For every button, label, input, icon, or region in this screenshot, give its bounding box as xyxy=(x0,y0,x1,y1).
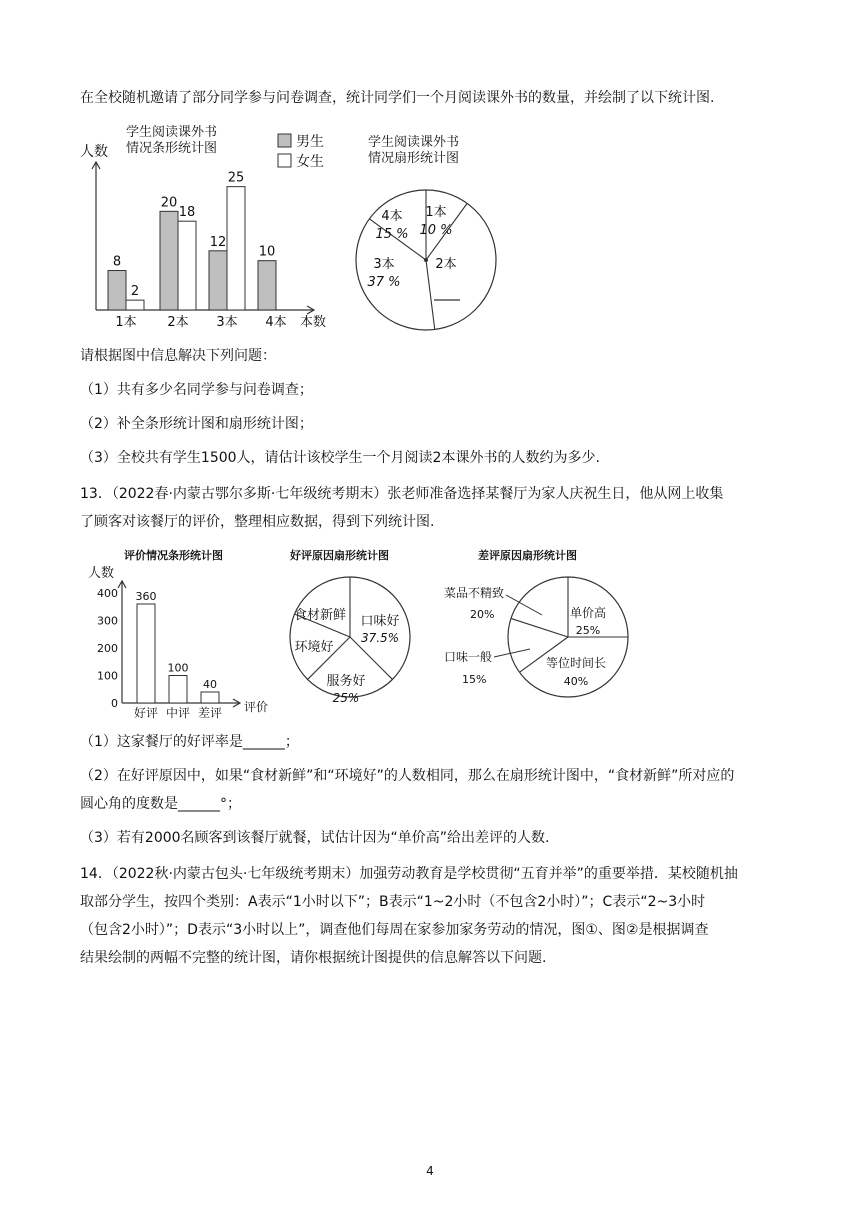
bar xyxy=(227,187,245,310)
bar-value-label: 20 xyxy=(160,195,178,211)
pie-slice-percent: 25% xyxy=(332,691,360,705)
pie-slice-percent: 40% xyxy=(563,675,589,688)
pie-slice-label: 菜品不精致 xyxy=(444,586,505,600)
chart-title: 差评原因扇形统计图 xyxy=(478,549,577,562)
chart-title: 评价情况条形统计图 xyxy=(124,549,223,562)
pie-slice-percent: 20% xyxy=(470,608,495,621)
praise-pie-chart xyxy=(286,545,426,705)
pie-slice-percent: 37 % xyxy=(367,275,401,290)
x-axis-label: 评价 xyxy=(244,700,269,714)
bar xyxy=(126,300,144,310)
bar-value-label: 12 xyxy=(209,234,227,250)
bar-value-label: 100 xyxy=(167,661,189,675)
bar-value-label: 18 xyxy=(178,205,196,221)
pie-slice-label: 单价高 xyxy=(569,606,607,620)
legend-label: 女生 xyxy=(296,154,324,170)
complaint-pie-chart xyxy=(440,545,620,705)
q13-line1: 13．（2022春·内蒙古鄂尔多斯·七年级统考期末）张老师准备选择某餐厅为家人庆祝生日，他从网上收集 xyxy=(80,486,724,502)
y-tick-label: 300 xyxy=(97,614,118,628)
pie-slice-label: 环境好 xyxy=(294,640,334,655)
pie-slice-label: 口味好 xyxy=(360,614,400,629)
bar xyxy=(258,261,276,310)
q13-sub3: （3）若有2000名顾客到该餐厅就餐，试估计因为“单价高”给出差评的人数. xyxy=(80,830,550,846)
q12-prompt: 请根据图中信息解决下列问题： xyxy=(80,348,276,364)
x-tick-label: 差评 xyxy=(197,706,223,720)
y-axis-label: 人数 xyxy=(80,144,108,160)
q14-line3: （包含2小时）”；D表示“3小时以上”，调查他们每周在家参加家务劳动的情况，图①、图②是根据调查 xyxy=(80,922,709,938)
pie-slice-label: 口味一般 xyxy=(444,650,493,664)
q14-line2: 取部分学生，按四个类别：A表示“1小时以下”；B表示“1~2小时（不包含2小时）”；C表示“2~3小时 xyxy=(80,894,706,910)
chart-title: 好评原因扇形统计图 xyxy=(290,549,389,562)
pie-slice-percent: 25% xyxy=(575,624,601,637)
x-tick-label: 3本 xyxy=(216,315,238,330)
bar-value-label: 2 xyxy=(130,284,140,300)
legend-swatch xyxy=(278,134,291,147)
pie-slice-percent: 15% xyxy=(462,673,487,686)
x-tick-label: 好评 xyxy=(133,706,159,720)
y-tick-label: 400 xyxy=(97,587,118,600)
pie-slice-label: 服务好 xyxy=(326,674,366,689)
q14-line1: 14．（2022秋·内蒙古包头·七年级统考期末）加强劳动教育是学校贯彻“五育并举”的重要举措．某校随机抽 xyxy=(80,866,738,882)
q12-sub3: （3）全校共有学生1500人，请估计该校学生一个月阅读2本课外书的人数约为多少. xyxy=(80,450,600,466)
x-tick-label: 4本 xyxy=(265,315,287,330)
y-tick-label: 0 xyxy=(111,697,118,710)
pie-slice-percent: 10 % xyxy=(419,223,453,238)
y-tick-label: 200 xyxy=(97,642,118,655)
q14-line4: 结果绘制的两幅不完整的统计图，请你根据统计图提供的信息解答以下问题. xyxy=(80,950,547,966)
pie-slice-label: 4本 xyxy=(381,209,403,224)
pie-slice-label: 2本 xyxy=(435,257,457,272)
bar xyxy=(169,676,187,704)
chart-title-line2: 情况扇形统计图 xyxy=(368,151,460,166)
legend-swatch xyxy=(278,154,291,167)
bar-value-label: 8 xyxy=(112,254,122,270)
x-tick-label: 1本 xyxy=(115,315,137,330)
chart-title-line2: 情况条形统计图 xyxy=(126,141,218,156)
q13-sub2a: （2）在好评原因中，如果“食材新鲜”和“环境好”的人数相同，那么在扇形统计图中，“食材新鲜”所对应的 xyxy=(80,768,735,784)
bar xyxy=(201,692,219,703)
bar-value-label: 25 xyxy=(227,170,245,186)
pie-slice-percent: 15 % xyxy=(375,227,409,242)
rating-bar-chart xyxy=(78,545,278,720)
bar-value-label: 10 xyxy=(258,244,276,260)
bar xyxy=(137,604,155,703)
bar xyxy=(178,221,196,310)
q12-sub1: （1）共有多少名同学参与问卷调查； xyxy=(80,382,313,398)
chart-title-line1: 学生阅读课外书 xyxy=(126,125,218,140)
reading-bar-chart xyxy=(78,122,348,337)
y-axis-label: 人数 xyxy=(88,566,115,581)
reading-pie-chart xyxy=(350,128,500,323)
intro-text: 在全校随机邀请了部分同学参与问卷调查，统计同学们一个月阅读课外书的数量，并绘制了以下统计图. xyxy=(80,90,715,106)
y-tick-label: 100 xyxy=(97,669,118,683)
bar-value-label: 360 xyxy=(135,590,157,603)
pie-slice-label: 1本 xyxy=(425,205,447,220)
chart-title-line1: 学生阅读课外书 xyxy=(368,135,460,150)
pie-slice-label: 等位时间长 xyxy=(545,656,607,670)
bar-value-label: 40 xyxy=(203,678,217,691)
pie-slice-label: 3本 xyxy=(373,257,395,272)
pie-center-dot xyxy=(424,258,428,262)
bar xyxy=(209,251,227,310)
bar xyxy=(160,211,178,310)
q13-line2: 了顾客对该餐厅的评价，整理相应数据，得到下列统计图. xyxy=(80,514,435,530)
q13-sub2b: 圆心角的度数是______°； xyxy=(80,796,241,812)
x-tick-label: 2本 xyxy=(167,315,189,330)
bar xyxy=(108,271,126,310)
page-number: 4 xyxy=(426,1164,434,1178)
legend-label: 男生 xyxy=(296,134,324,150)
x-tick-label: 中评 xyxy=(165,706,191,720)
q12-sub2: （2）补全条形统计图和扇形统计图； xyxy=(80,416,313,432)
q13-sub1: （1）这家餐厅的好评率是______； xyxy=(80,734,299,750)
pie-slice-label: 食材新鲜 xyxy=(293,608,347,623)
x-axis-label: 本数 xyxy=(300,315,327,330)
pie-slice-percent: 37.5% xyxy=(360,631,400,645)
